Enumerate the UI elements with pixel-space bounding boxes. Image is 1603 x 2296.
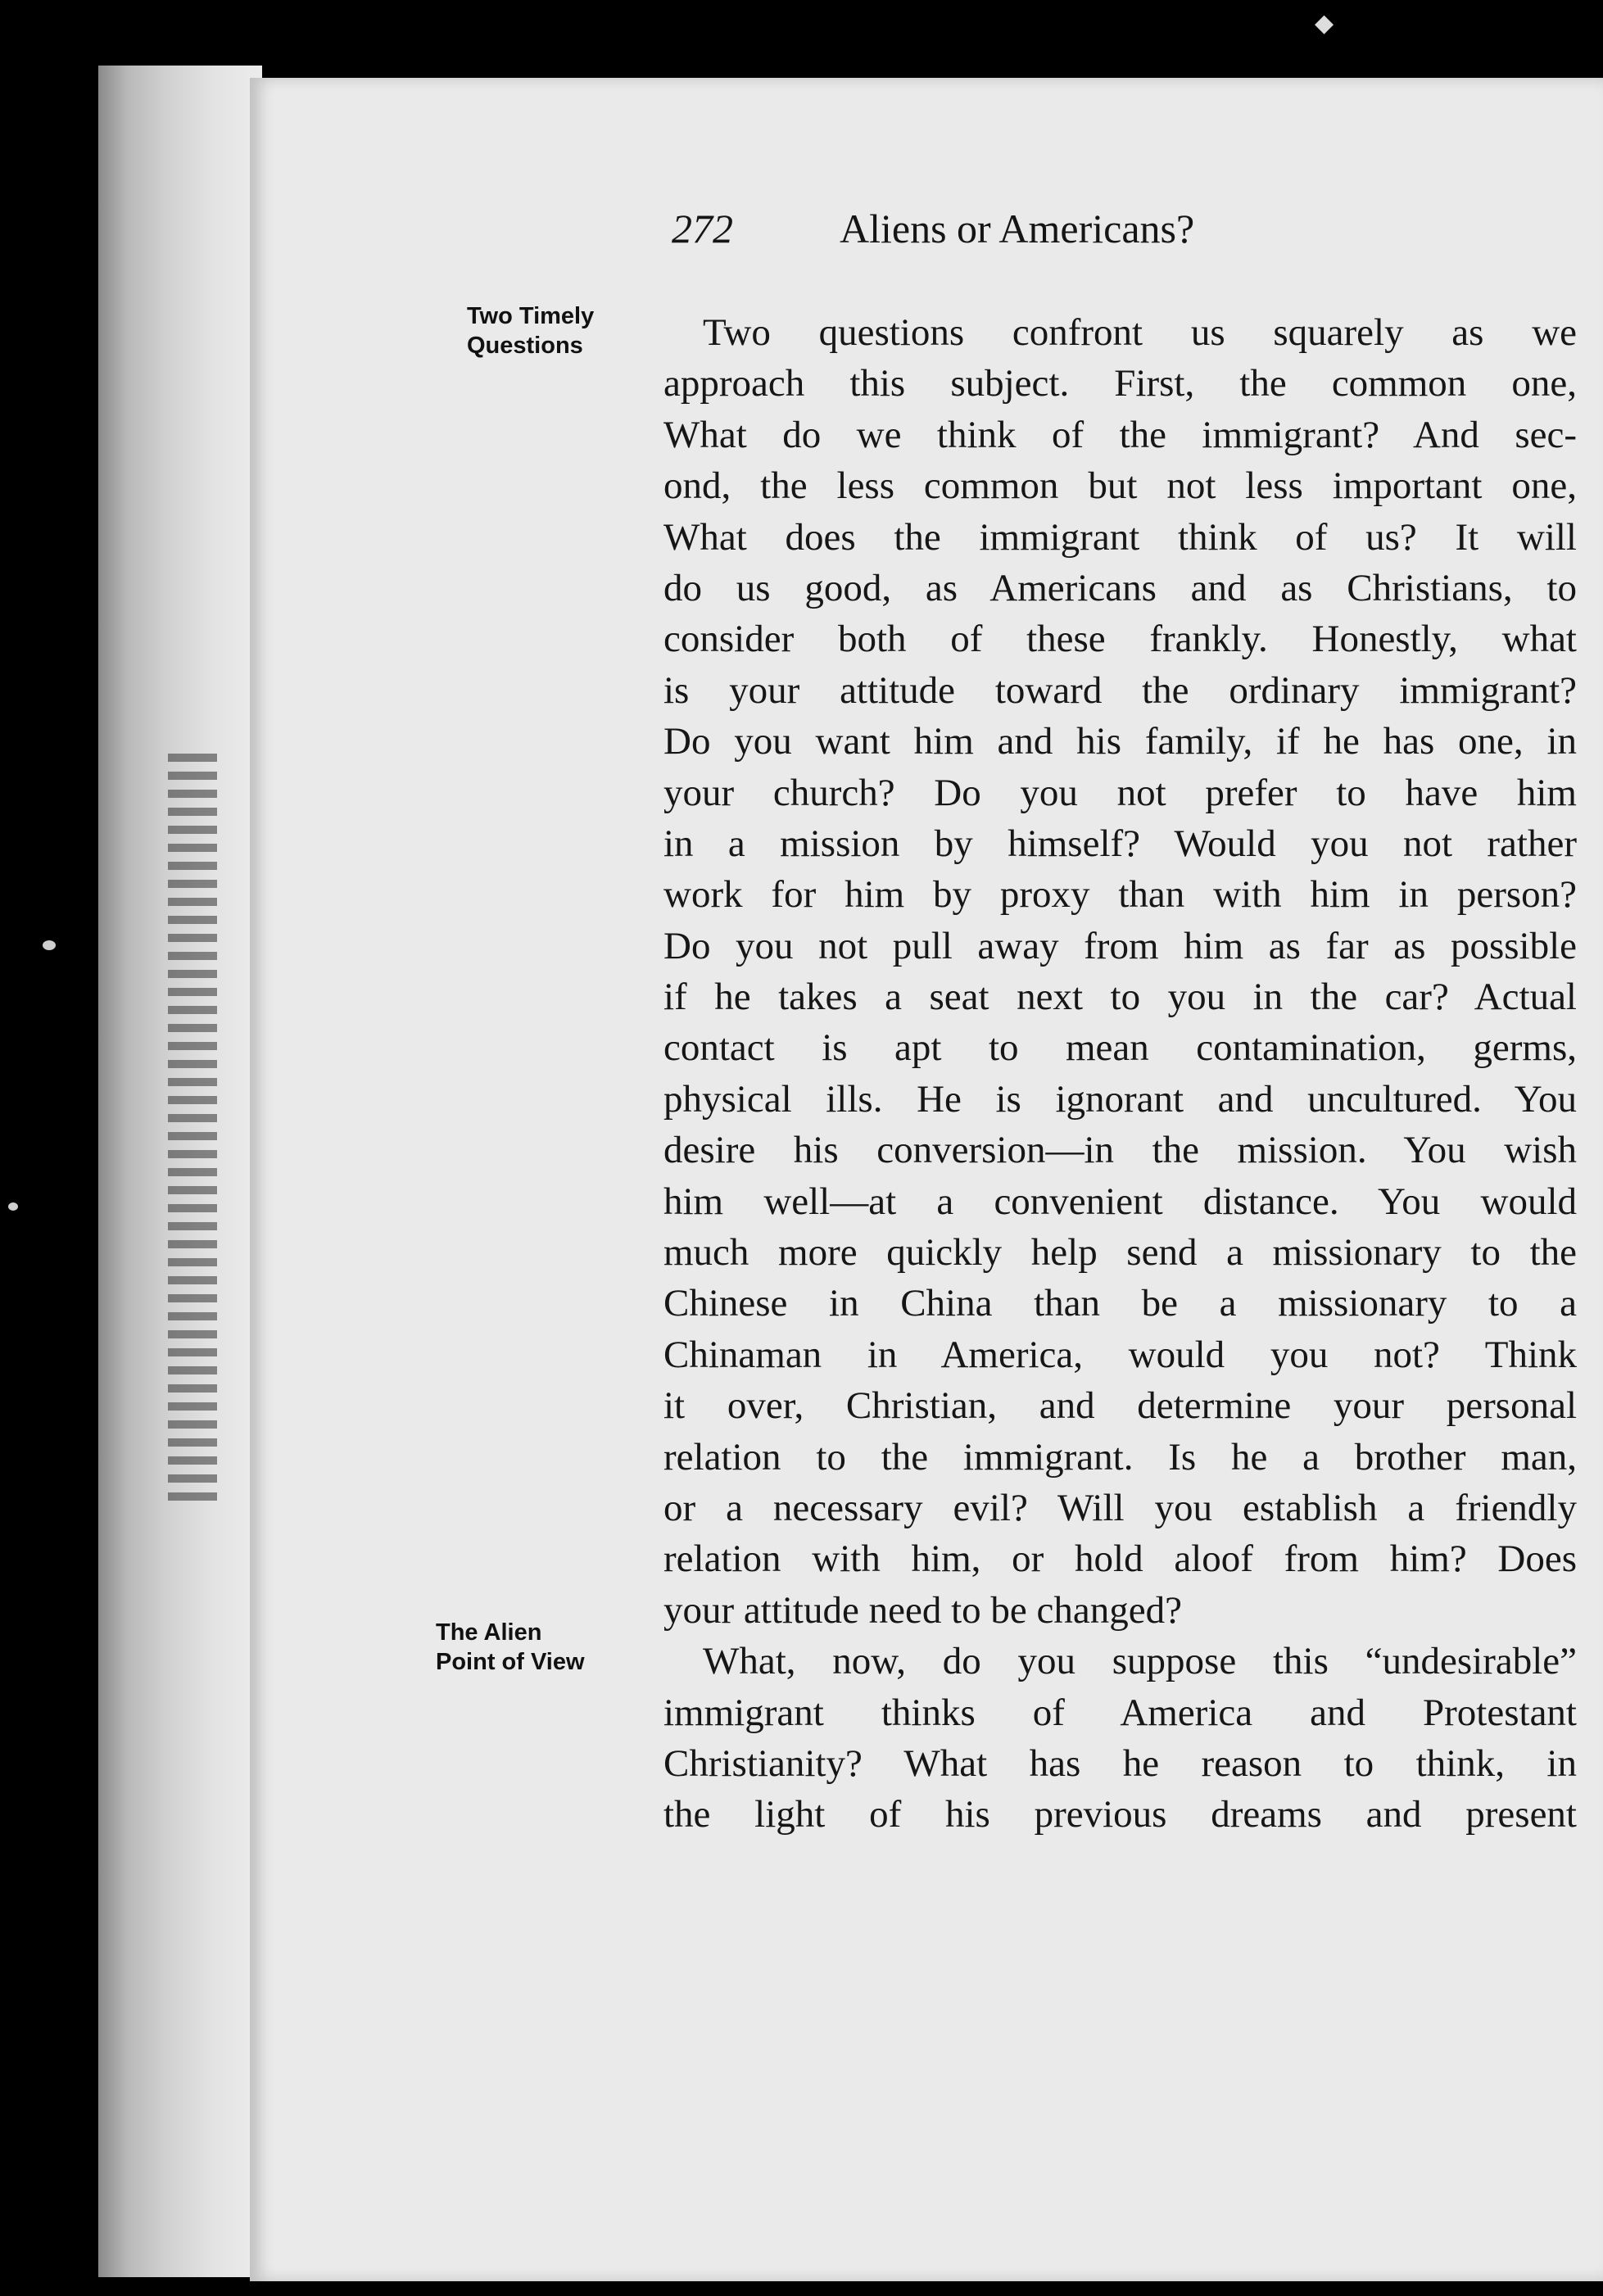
sidenote-alien-point-of-view	[436, 1618, 649, 1677]
body-line: do us good, as Americans and as Christians, to	[663, 566, 1577, 609]
page-number: 272	[672, 206, 733, 251]
body-line: relation to the immigrant. Is he a brother man,	[663, 1435, 1577, 1479]
body-line: in a mission by himself? Would you not rather	[663, 822, 1577, 865]
body-line: Christianity? What has he reason to think, in	[663, 1741, 1577, 1785]
sidenote-line: Questions	[467, 333, 583, 359]
body-line: if he takes a seat next to you in the car? Actual	[663, 976, 1577, 1019]
body-line: approach this subject. First, the common one,	[663, 362, 1577, 405]
body-line: the light of his previous dreams and present	[663, 1793, 1577, 1836]
sidenote-two-timely-questions	[467, 301, 655, 360]
body-line: physical ills. He is ignorant and uncultured. You	[663, 1077, 1577, 1121]
body-line: Chinese in China than be a missionary to a	[663, 1282, 1577, 1325]
running-head	[672, 205, 1491, 270]
body-line: contact is apt to mean contamination, germs,	[663, 1026, 1577, 1070]
body-line: him well—at a convenient distance. You would	[663, 1180, 1577, 1223]
body-line: your church? Do you not prefer to have him	[663, 771, 1577, 814]
body-line: What, now, do you suppose this “undesirable”	[703, 1640, 1577, 1683]
body-line: much more quickly help send a missionary to the	[663, 1231, 1577, 1275]
spine-stamp	[168, 754, 217, 1507]
body-line: work for him by proxy than with him in person?	[663, 873, 1577, 917]
body-line: ond, the less common but not less important one,	[663, 464, 1577, 508]
body-line: Two questions confront us squarely as we	[703, 311, 1577, 354]
body-line: desire his conversion—in the mission. You wish	[663, 1129, 1577, 1172]
body-line: or a necessary evil? Will you establish a friendly	[663, 1486, 1577, 1529]
body-line: consider both of these frankly. Honestly, what	[663, 618, 1577, 661]
body-line: is your attitude toward the ordinary immigrant?	[663, 668, 1577, 712]
speck-left-1	[43, 940, 56, 950]
body-line: What does the immigrant think of us? It will	[663, 515, 1577, 559]
sidenote-line: Point of View	[436, 1649, 585, 1675]
corner-mark-icon: ◆	[1315, 10, 1334, 37]
sidenote-line: The Alien	[436, 1619, 542, 1646]
sidenote-line: Two Timely	[467, 303, 595, 329]
body-line: Chinaman in America, would you not? Think	[663, 1333, 1577, 1376]
running-title: Aliens or Americans?	[840, 206, 1195, 251]
body-text	[663, 307, 1577, 1841]
body-line: immigrant thinks of America and Protestant	[663, 1691, 1577, 1734]
body-line: your attitude need to be changed?	[663, 1588, 1182, 1632]
body-line: it over, Christian, and determine your personal	[663, 1384, 1577, 1428]
body-line: relation with him, or hold aloof from him? Does	[663, 1537, 1577, 1581]
speck-left-2	[8, 1202, 18, 1211]
body-line: Do you want him and his family, if he has one, in	[663, 720, 1577, 763]
body-line: Do you not pull away from him as far as possible	[663, 924, 1577, 967]
body-line: What do we think of the immigrant? And sec-	[663, 413, 1577, 456]
